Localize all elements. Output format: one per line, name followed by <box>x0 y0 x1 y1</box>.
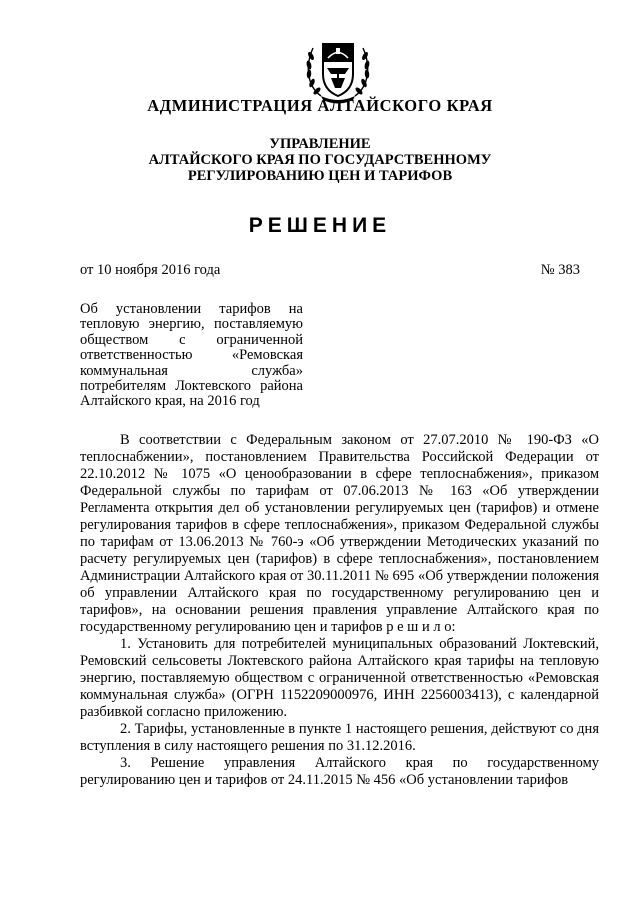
preamble-paragraph <box>80 432 599 636</box>
preamble-text: В соответствии с Федеральным законом от 27.07.2010 № 190-ФЗ «О теплоснабжении», постановлением Правительства Российской Федерации от 22.10.2012 № 1075 «О ценообразовании в сфере теплоснабжения», приказом Федеральной службы по тарифам от 07.06.2013 № 163 «Об утверждении Регламента открытия дел об установлении регулируемых цен (тарифов) и отмене регулирования тарифов в сфере теплоснабжения», приказом Федеральной службы по тарифам от 13.06.2013 № 760-э «Об утверждении Методических указаний по расчету регулируемых цен (тарифов) в сфере теплоснабжения», постановлением Администрации Алтайского края от 30.11.2011 № 695 «Об утверждении положения об управлении Алтайского края по государственному регулированию цен и тарифов», на основании решения правления управление Алтайского края по государственному регулированию цен и тарифов <box>80 432 599 635</box>
document-title: РЕШЕНИЕ <box>248 214 392 237</box>
decision-item: 2. Тарифы, установленные в пункте 1 настоящего решения, действуют со дня вступления в силу настоящего решения по 31.12.2016. <box>80 721 599 754</box>
department-line: УПРАВЛЕНИЕ <box>269 136 371 152</box>
document-number: № 383 <box>540 262 580 278</box>
decision-item: 3. Решение управления Алтайского края по государственному регулированию цен и тарифов от 24.11.2015 № 456 «Об установлении тарифов <box>80 755 599 788</box>
document-body <box>80 432 599 789</box>
organization-name: АДМИНИСТРАЦИЯ АЛТАЙСКОГО КРАЯ <box>147 96 493 115</box>
decision-item: 1. Установить для потребителей муниципальных образований Локтевский, Ремовский сельсоветы Локтевского района Алтайского края тарифы на тепловую энергию, поставляемую обществом с ограниченной ответственностью «Ремовская коммунальная служба» (ОГРН 1152209000976, ИНН 2256003413), с календарной разбивкой согласно приложению. <box>80 636 599 720</box>
document-subject: Об установлении тарифов на тепловую энергию, поставляемую обществом с ограниченной ответственностью «Ремовская коммунальная служба» потребителям Локтевского района Алтайского края, на 2016 год <box>80 301 303 410</box>
department-name <box>0 136 640 184</box>
department-line: РЕГУЛИРОВАНИЮ ЦЕН И ТАРИФОВ <box>187 168 453 184</box>
document-date: от 10 ноября 2016 года <box>80 262 221 278</box>
decided-text: р е ш и л о: <box>386 619 456 635</box>
department-line: АЛТАЙСКОГО КРАЯ ПО ГОСУДАРСТВЕННОМУ <box>148 152 492 168</box>
